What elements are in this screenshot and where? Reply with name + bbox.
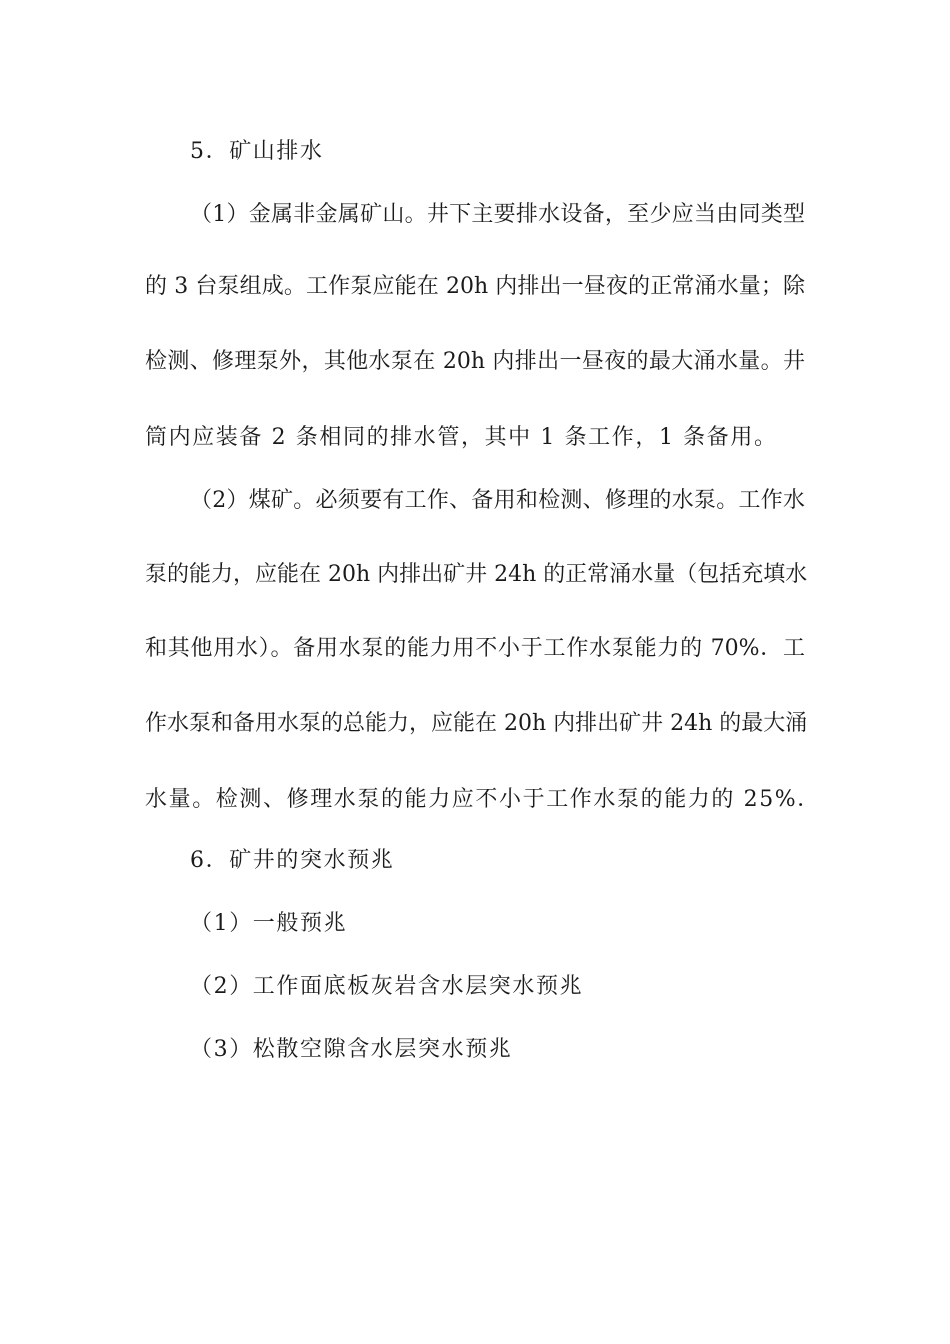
section-heading-5: 5．矿山排水 <box>190 139 324 164</box>
paragraph-2-line-2: 泵的能力，应能在 20h 内排出矿井 24h 的正常涌水量（包括充填水 <box>145 562 808 587</box>
paragraph-2-line-4: 作水泵和备用水泵的总能力，应能在 20h 内排出矿井 24h 的最大涌 <box>145 711 808 736</box>
paragraph-1-line-1: （1）金属非金属矿山。井下主要排水设备，至少应当由同类型 <box>190 202 805 227</box>
list-item-2: （2）工作面底板灰岩含水层突水预兆 <box>190 974 584 999</box>
list-item-3: （3）松散空隙含水层突水预兆 <box>190 1037 513 1062</box>
paragraph-1-line-4: 筒内应装备 2 条相同的排水管，其中 1 条工作，1 条备用。 <box>145 425 778 450</box>
section-heading-6: 6．矿井的突水预兆 <box>190 848 395 873</box>
paragraph-1-line-2: 的 3 台泵组成。工作泵应能在 20h 内排出一昼夜的正常涌水量；除 <box>145 274 805 299</box>
paragraph-2-line-1: （2）煤矿。必须要有工作、备用和检测、修理的水泵。工作水 <box>190 488 805 513</box>
paragraph-1-line-3: 检测、修理泵外，其他水泵在 20h 内排出一昼夜的最大涌水量。井 <box>145 349 805 374</box>
paragraph-2-line-3: 和其他用水）。备用水泵的能力用不小于工作水泵能力的 70%．工 <box>145 636 805 661</box>
list-item-1: （1）一般预兆 <box>190 911 348 936</box>
paragraph-2-line-5: 水量。检测、修理水泵的能力应不小于工作水泵的能力的 25%． <box>145 787 821 812</box>
